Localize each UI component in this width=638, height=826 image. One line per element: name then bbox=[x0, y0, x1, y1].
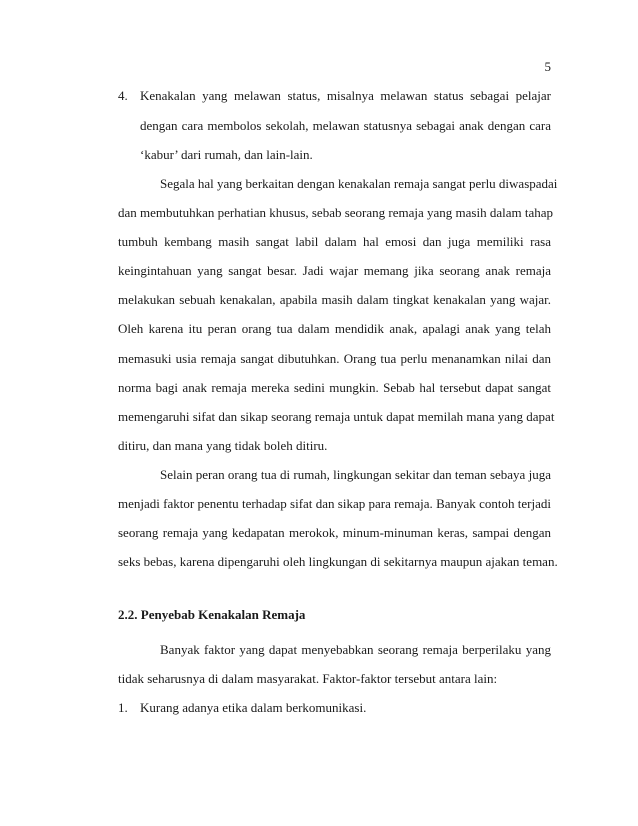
paragraph-1-line: norma bagi anak remaja mereka sedini mungkin. Sebab hal tersebut dapat sangat bbox=[118, 380, 551, 395]
paragraph-1-line: dan membutuhkan perhatian khusus, sebab seorang remaja yang masih dalam tahap bbox=[118, 205, 554, 220]
paragraph-2-line: Selain peran orang tua di rumah, lingkungan sekitar dan teman sebaya juga bbox=[160, 467, 551, 482]
paragraph-2-line: seorang remaja yang kedapatan merokok, minum-minuman keras, sampai dengan bbox=[118, 525, 551, 540]
paragraph-1-line: keingintahuan yang sangat besar. Jadi wajar memang jika seorang anak remaja bbox=[118, 263, 551, 278]
paragraph-1-line: Segala hal yang berkaitan dengan kenakalan remaja sangat perlu diwaspadai bbox=[160, 176, 558, 191]
list-item-1-number: 1. bbox=[118, 700, 128, 715]
paragraph-1-line: memasuki usia remaja sangat dibutuhkan. Orang tua perlu menanamkan nilai dan bbox=[118, 351, 551, 366]
page-number: 5 bbox=[544, 59, 551, 74]
paragraph-1-line: ditiru, dan mana yang tidak boleh ditiru. bbox=[118, 438, 328, 453]
list-item-1-text: Kurang adanya etika dalam berkomunikasi. bbox=[140, 700, 367, 715]
paragraph-2-line: menjadi faktor penentu terhadap sifat dan sikap para remaja. Banyak contoh terjadi bbox=[118, 496, 551, 511]
list-item-4-line: Kenakalan yang melawan status, misalnya melawan status sebagai pelajar bbox=[140, 88, 551, 103]
section-heading: 2.2. Penyebab Kenakalan Remaja bbox=[118, 607, 306, 622]
paragraph-1-line: melakukan sebuah kenakalan, apabila masih dalam tingkat kenakalan yang wajar. bbox=[118, 292, 551, 307]
paragraph-2-line: seks bebas, karena dipengaruhi oleh lingkungan di sekitarnya maupun ajakan teman. bbox=[118, 554, 558, 569]
paragraph-1-line: memengaruhi sifat dan sikap seorang remaja untuk dapat memilah mana yang dapat bbox=[118, 409, 555, 424]
list-item-4-line: dengan cara membolos sekolah, melawan statusnya sebagai anak dengan cara bbox=[140, 118, 551, 133]
paragraph-1-line: Oleh karena itu peran orang tua dalam mendidik anak, apalagi anak yang telah bbox=[118, 321, 551, 336]
paragraph-3-line: tidak seharusnya di dalam masyarakat. Faktor-faktor tersebut antara lain: bbox=[118, 671, 498, 686]
paragraph-1-line: tumbuh kembang masih sangat labil dalam hal emosi dan juga memiliki rasa bbox=[118, 234, 551, 249]
paragraph-3-line: Banyak faktor yang dapat menyebabkan seorang remaja berperilaku yang bbox=[160, 642, 551, 657]
list-item-4-line: ‘kabur’ dari rumah, dan lain-lain. bbox=[140, 147, 313, 162]
list-item-4-number: 4. bbox=[118, 88, 128, 103]
